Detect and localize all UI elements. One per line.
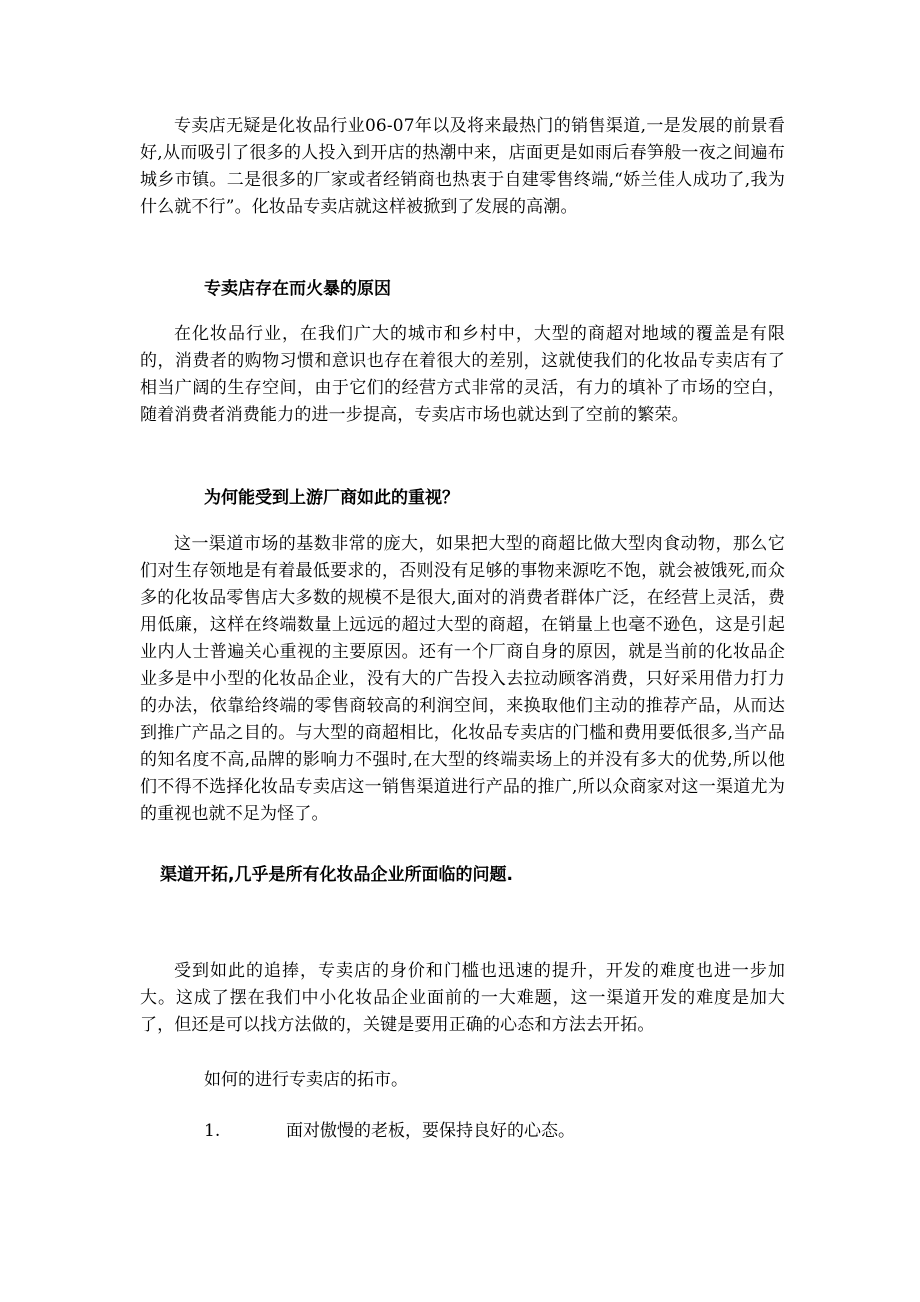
section-heading-channel: 渠道开拓,几乎是所有化妆品企业所面临的问题. — [160, 865, 513, 885]
list-number: 1. — [204, 1121, 221, 1141]
list-intro: 如何的进行专卖店的拓市。 — [204, 1070, 408, 1090]
section-paragraph-reasons: 在化妆品行业，在我们广大的城市和乡村中，大型的商超对地域的覆盖是有限的，消费者的购物习惯和意识也存在着很大的差别，这就使我们的化妆品专卖店有了相当广阔的生存空间，由于它们的经营方式非常的灵活，有力的填补了市场的空白，随着消费者消费能力的进一步提高，专卖店市场也就达到了空前的繁荣。 — [140, 324, 785, 425]
intro-paragraph: 专卖店无疑是化妆品行业06-07年以及将来最热门的销售渠道,一是发展的前景看好,从而吸引了很多的人投入到开店的热潮中来，店面更是如雨后春笋般一夜之间遍布城乡市镇。二是很多的厂家或者经销商也热衷于自建零售终端,“娇兰佳人成功了,我为什么就不行”。化妆品专卖店就这样被掀到了发展的高潮。 — [140, 116, 785, 217]
section-paragraph-channel: 受到如此的追捧，专卖店的身价和门槛也迅速的提升，开发的难度也进一步加大。这成了摆在我们中小化妆品企业面前的一大难题，这一渠道开发的难度是加大了，但还是可以找方法做的，关键是要用正确的心态和方法去开拓。 — [140, 961, 785, 1035]
section-heading-importance: 为何能受到上游厂商如此的重视？ — [204, 488, 459, 508]
section-paragraph-importance: 这一渠道市场的基数非常的庞大，如果把大型的商超比做大型肉食动物，那么它们对生存领地是有着最低要求的，否则没有足够的事物来源吃不饱，就会被饿死,而众多的化妆品零售店大多数的规模不是很大,面对的消费者群体广泛，在经营上灵活，费用低廉，这样在终端数量上远远的超过大型的商超，在销量上也毫不逊色，这是引起业内人士普遍关心重视的主要原因。还有一个厂商自身的原因，就是当前的化妆品企业多是中小型的化妆品企业，没有大的广告投入去拉动顾客消费，只好采用借力打力的办法，依靠给终端的零售商较高的利润空间，来换取他们主动的推荐产品，从而达到推广产品之目的。与大型的商超相比，化妆品专卖店的门槛和费用要低很多,当产品的知名度不高,品牌的影响力不强时,在大型的终端卖场上的并没有多大的优势,所以他们不得不选择化妆品专卖店这一销售渠道进行产品的推广,所以众商家对这一渠道尤为的重视也就不足为怪了。 — [140, 534, 785, 824]
list-text: 面对傲慢的老板，要保持良好的心态。 — [286, 1121, 575, 1141]
list-item — [204, 1118, 575, 1145]
section-heading-reasons: 专卖店存在而火暴的原因 — [204, 279, 391, 299]
